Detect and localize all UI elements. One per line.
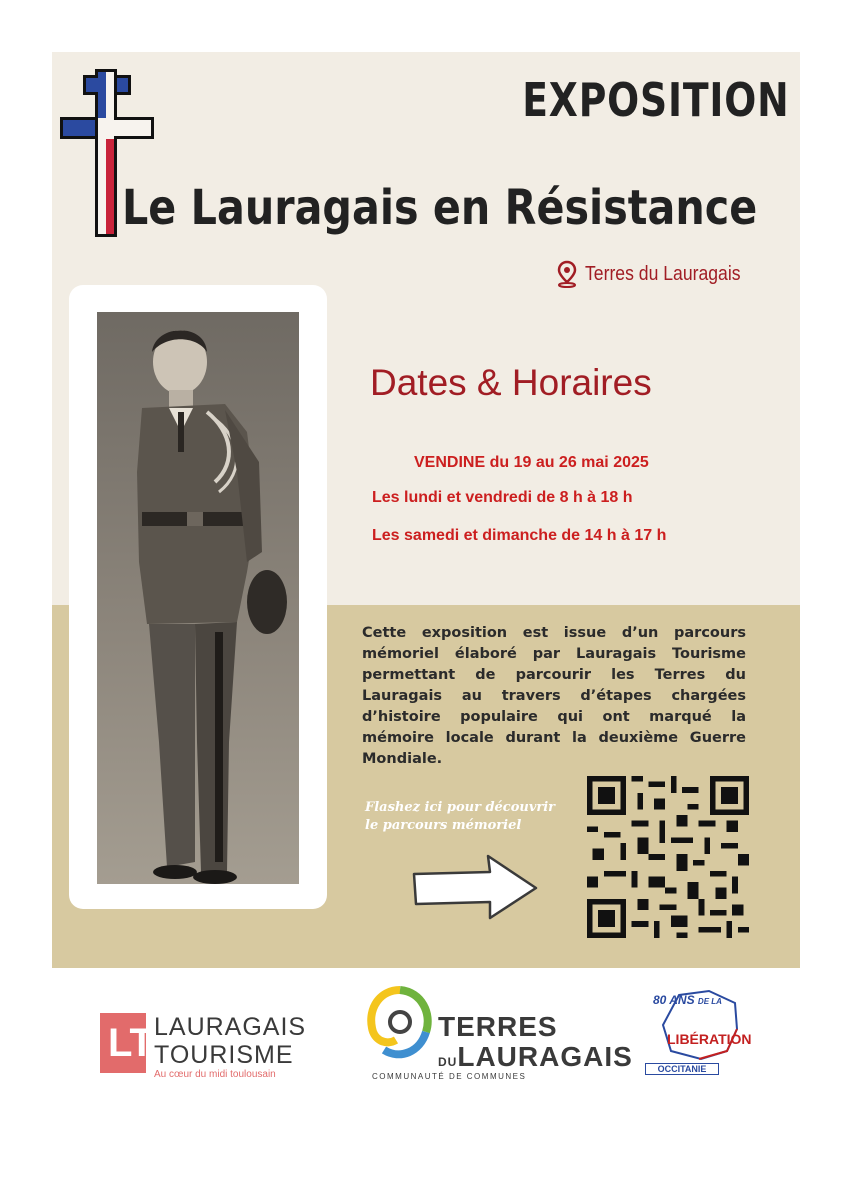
qr-prompt-line2: le parcours mémoriel — [365, 818, 522, 833]
exhibition-kicker: EXPOSITION — [522, 73, 790, 127]
date-range: du 19 au 26 mai 2025 — [489, 454, 649, 471]
dates-heading: Dates & Horaires — [370, 362, 652, 403]
venue-name: VENDINE — [414, 454, 486, 471]
lt-name — [154, 1013, 306, 1069]
exhibition-description: Cette exposition est issue d’un parcours mémoriel élaboré par Lauragais Tourisme permettant de parcourir les Terres du Lauragais au travers d’étapes chargées d’histoire populaire qui ont marqué la mémoire locale durant la deuxième Guerre Mondiale. — [362, 625, 746, 767]
ans-line2: DE LA — [697, 997, 722, 1006]
lt-line1: LAURAGAIS — [154, 1013, 307, 1041]
lt-mark-text: LT — [108, 1021, 154, 1065]
spiral-emblem-icon — [360, 980, 440, 1075]
terres-line3-text: LAURAGAIS — [457, 1041, 633, 1072]
lauragais-tourisme-logo — [100, 1013, 307, 1083]
weekday-hours: Les lundi et vendredi de 8 h à 18 h — [372, 489, 633, 506]
terres-sub: COMMUNAUTÉ DE COMMUNES — [372, 1072, 527, 1081]
location — [557, 260, 762, 288]
qr-code-icon[interactable] — [587, 776, 749, 938]
venue-dates — [414, 454, 649, 472]
lt-tagline: Au cœur du midi toulousain — [154, 1069, 276, 1080]
poster — [52, 52, 800, 968]
ans-line3: LIBÉRATION — [667, 1031, 752, 1047]
arrow-right-icon — [410, 852, 540, 922]
map-pin-icon — [557, 260, 577, 288]
qr-prompt-line1: Flashez ici pour découvrir — [365, 800, 556, 815]
terres-name — [438, 1012, 633, 1077]
exhibition-title: Le Lauragais en Résistance — [122, 180, 758, 236]
lt-line2: TOURISME — [154, 1041, 294, 1069]
terres-line1: TERRES — [438, 1011, 558, 1042]
location-label: Terres du Lauragais — [585, 262, 741, 285]
terres-du-lauragais-logo — [360, 980, 633, 1090]
weekend-hours: Les samedi et dimanche de 14 h à 17 h — [372, 527, 667, 544]
ans-line1-text: 80 ANS — [653, 993, 695, 1007]
qr-prompt — [365, 799, 585, 835]
lt-mark — [100, 1013, 154, 1073]
80-ans-liberation-logo — [645, 985, 755, 1081]
ans-region: OCCITANIE — [645, 1063, 719, 1075]
soldier-portrait-photo — [97, 312, 299, 884]
ans-line1 — [653, 993, 722, 1007]
photo-frame — [69, 285, 327, 909]
terres-line2: DU — [438, 1055, 458, 1069]
